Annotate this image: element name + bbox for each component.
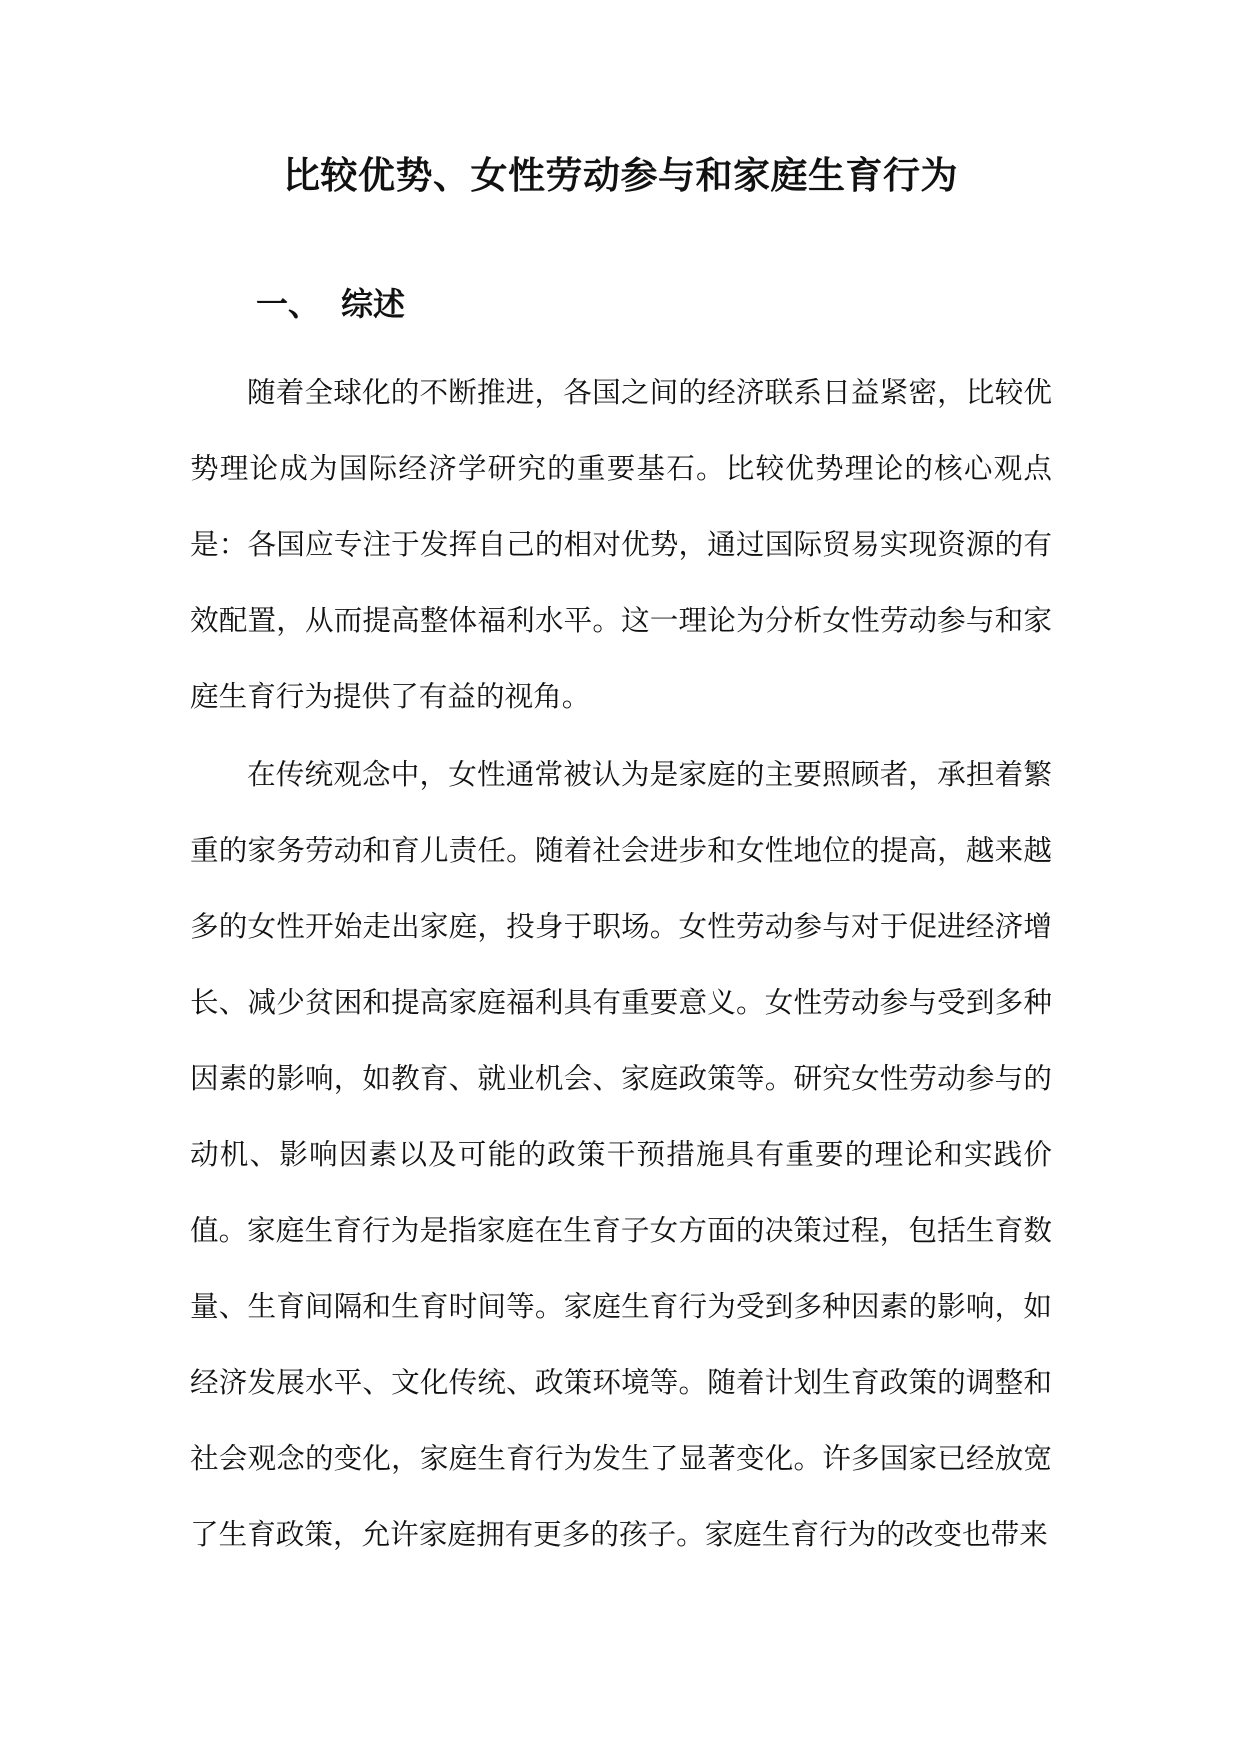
body-paragraph: 在传统观念中，女性通常被认为是家庭的主要照顾者，承担着繁重的家务劳动和育儿责任。随着社会进步和女性地位的提高，越来越多的女性开始走出家庭，投身于职场。女性劳动参与对于促进经济增长、减少贫困和提高家庭福利具有重要意义。女性劳动参与受到多种因素的影响，如教育、就业机会、家庭政策等。研究女性劳动参与的动机、影响因素以及可能的政策干预措施具有重要的理论和实践价值。	[190, 757, 1052, 1247]
body-paragraph-block	[190, 354, 1052, 734]
body-paragraph-block	[190, 736, 1052, 1268]
section-number: 一、	[256, 285, 321, 323]
body-paragraph-block	[190, 1192, 1052, 1572]
section-heading	[256, 282, 405, 326]
section-title: 综述	[341, 285, 406, 323]
document-title: 比较优势、女性劳动参与和家庭生育行为	[283, 154, 958, 197]
body-paragraph: 家庭生育行为是指家庭在生育子女方面的决策过程，包括生育数量、生育间隔和生育时间等。家庭生育行为受到多种因素的影响，如经济发展水平、文化传统、政策环境等。随着计划生育政策的调整和社会观念的变化，家庭生育行为发生了显著变化。许多国家已经放宽了生育政策，允许家庭拥有更多的孩子。家庭生育行为的改变也带来	[190, 1213, 1052, 1551]
body-paragraph: 随着全球化的不断推进，各国之间的经济联系日益紧密，比较优势理论成为国际经济学研究的重要基石。比较优势理论的核心观点是：各国应专注于发挥自己的相对优势，通过国际贸易实现资源的有效配置，从而提高整体福利水平。这一理论为分析女性劳动参与和家庭生育行为提供了有益的视角。	[190, 375, 1052, 713]
